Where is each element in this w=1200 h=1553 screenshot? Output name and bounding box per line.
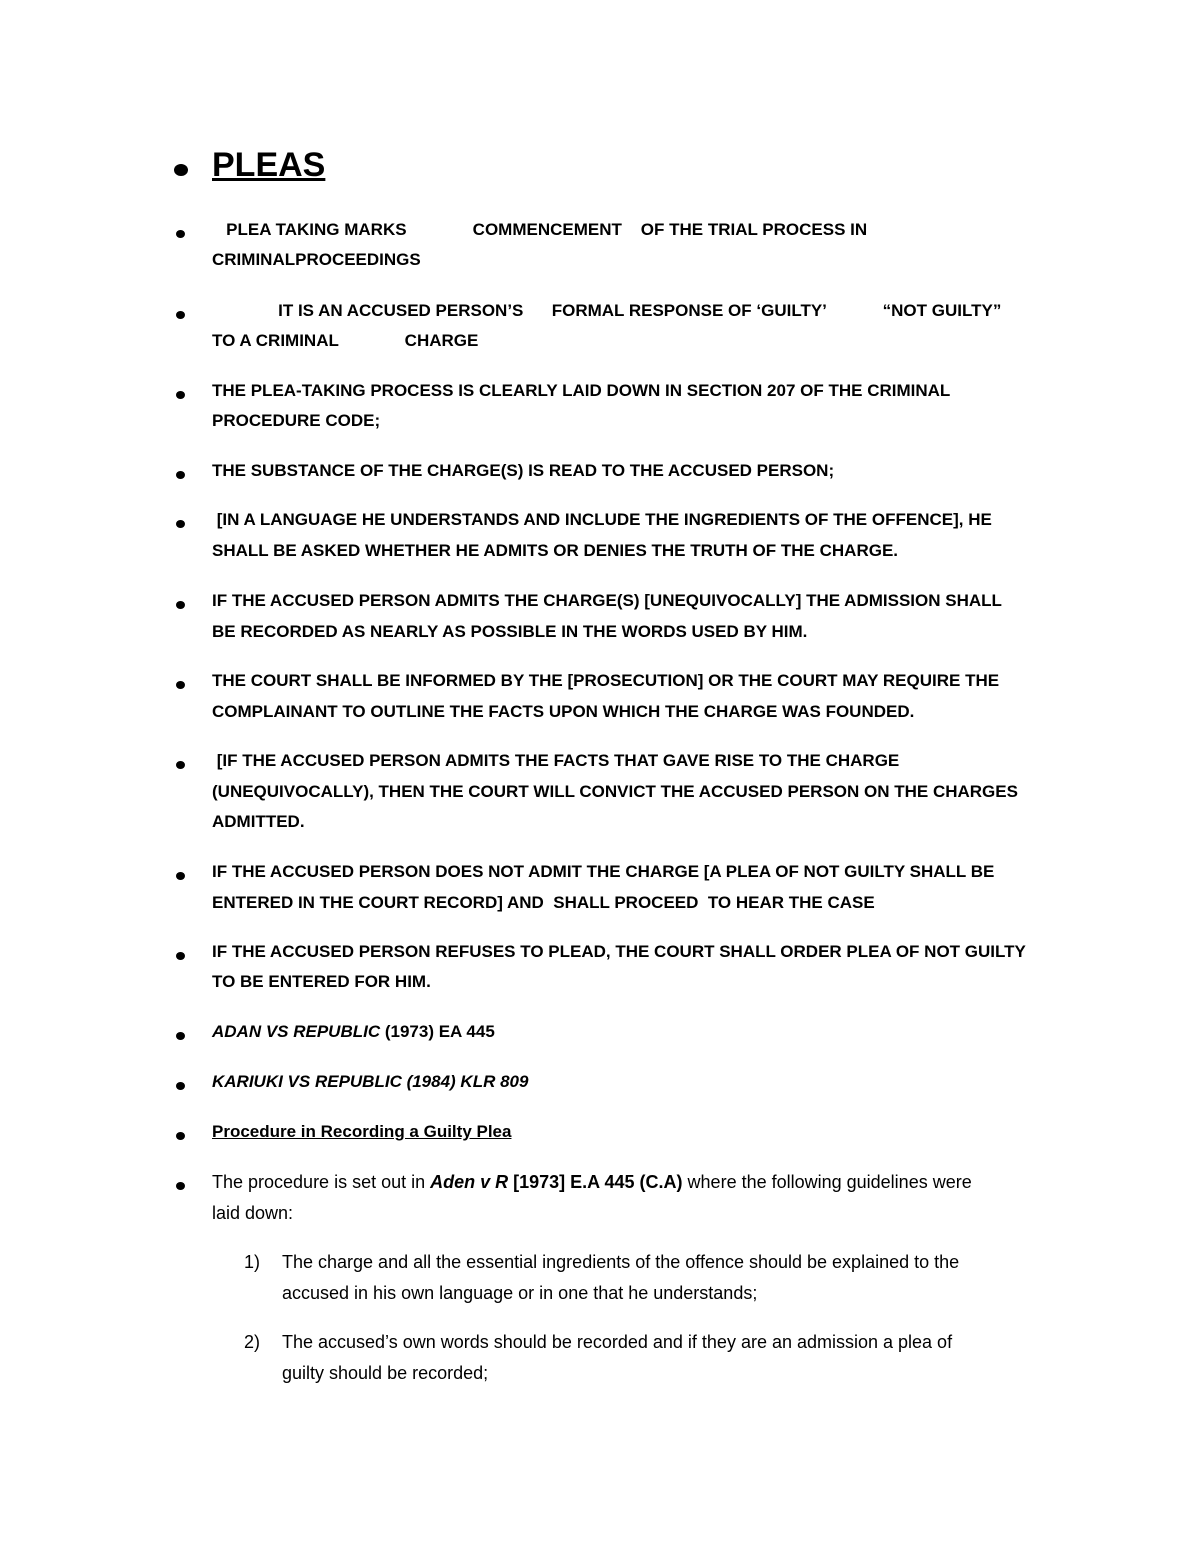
item-number: 1) [244,1252,261,1272]
procedure-intro: The procedure is set out in [212,1172,431,1192]
bullet-icon [174,164,188,176]
list-item-text: IF THE ACCUSED PERSON REFUSES TO PLEAD, THE COURT SHALL ORDER PLEA OF NOT GUILTY [212,942,1026,961]
list-item-text: THE COURT SHALL BE INFORMED BY THE [PROSECUTION] OR THE COURT MAY REQUIRE THE [212,671,1000,690]
bullet-icon [176,952,185,960]
list-item-text: TO A CRIMINAL CHARGE [212,331,479,350]
case-name: KARIUKI VS REPUBLIC (1984) KLR 809 [212,1072,529,1091]
bullet-icon [176,391,185,399]
list-item-text: [IF THE ACCUSED PERSON ADMITS THE FACTS THAT GAVE RISE TO THE CHARGE [212,751,900,770]
list-item-text: SHALL BE ASKED WHETHER HE ADMITS OR DENIES THE TRUTH OF THE CHARGE. [212,541,899,560]
list-item-text: PLEA TAKING MARKS COMMENCEMENT OF THE TRIAL PROCESS IN [212,220,868,239]
list-item-text: [IN A LANGUAGE HE UNDERSTANDS AND INCLUDE THE INGREDIENTS OF THE OFFENCE], HE [212,510,992,529]
list-item-text: IT IS AN ACCUSED PERSON’S FORMAL RESPONSE OF ‘GUILTY’ “NOT GUILTY” [212,301,1002,320]
list-item-text: ENTERED IN THE COURT RECORD] AND SHALL PROCEED TO HEAR THE CASE [212,893,875,912]
list-item-text: TO BE ENTERED FOR HIM. [212,972,431,991]
item-number: 2) [244,1332,261,1352]
list-item-text: CRIMINALPROCEEDINGS [212,250,421,269]
list-item-text: PROCEDURE CODE; [212,411,381,430]
numbered-item-text: The charge and all the essential ingredients of the offence should be explained to the [282,1252,960,1272]
bullet-icon [176,761,185,769]
list-item-text: THE SUBSTANCE OF THE CHARGE(S) IS READ TO THE ACCUSED PERSON; [212,461,835,480]
procedure-text [212,1171,972,1193]
bullet-icon [176,1082,185,1090]
list-item-text: IF THE ACCUSED PERSON DOES NOT ADMIT THE CHARGE [A PLEA OF NOT GUILTY SHALL BE [212,862,995,881]
section-heading-text: Procedure in Recording a Guilty Plea [212,1122,512,1141]
list-item-text: THE PLEA-TAKING PROCESS IS CLEARLY LAID DOWN IN SECTION 207 OF THE CRIMINAL [212,381,951,400]
case-reference: [1973] E.A 445 (C.A) [508,1172,683,1192]
case-citation-text [212,1021,495,1043]
bullet-icon [176,520,185,528]
list-item-text: COMPLAINANT TO OUTLINE THE FACTS UPON WHICH THE CHARGE WAS FOUNDED. [212,702,915,721]
procedure-text: laid down: [212,1203,294,1223]
bullet-icon [176,601,185,609]
case-name: ADAN VS REPUBLIC [212,1022,381,1041]
list-item-text: (UNEQUIVOCALLY), THEN THE COURT WILL CONVICT THE ACCUSED PERSON ON THE CHARGES [212,782,1018,801]
bullet-icon [176,471,185,479]
list-item-text: BE RECORDED AS NEARLY AS POSSIBLE IN THE WORDS USED BY HIM. [212,622,808,641]
case-name: Aden v R [430,1172,509,1192]
bullet-icon [176,311,185,319]
case-reference: (1973) EA 445 [380,1022,495,1041]
bullet-icon [176,681,185,689]
bullet-icon [176,1182,185,1190]
bullet-icon [176,1032,185,1040]
list-item-text: IF THE ACCUSED PERSON ADMITS THE CHARGE(S) [UNEQUIVOCALLY] THE ADMISSION SHALL [212,591,1002,610]
numbered-item-text: The accused’s own words should be recorded and if they are an admission a plea of [282,1332,953,1352]
numbered-item-text: guilty should be recorded; [282,1363,489,1383]
bullet-icon [176,872,185,880]
bullet-icon [176,1132,185,1140]
numbered-item-text: accused in his own language or in one that he understands; [282,1283,758,1303]
bullet-icon [176,230,185,238]
procedure-tail: where the following guidelines were [682,1172,972,1192]
page-title: PLEAS [212,146,326,184]
list-item-text: ADMITTED. [212,812,305,831]
